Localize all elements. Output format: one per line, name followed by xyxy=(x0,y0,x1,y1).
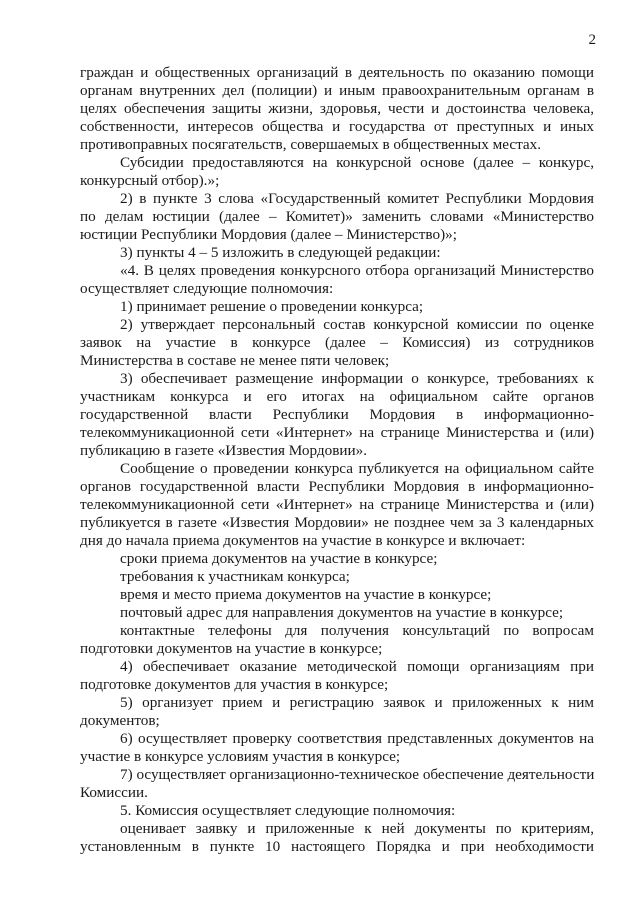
text-line: документов; xyxy=(80,712,160,729)
text-line: требования к участникам конкурса; xyxy=(120,568,350,585)
text-line: дня до начала приема документов на участие в конкурсе и включает: xyxy=(80,532,526,549)
paragraph xyxy=(80,262,594,298)
text-line: 6) осуществляет проверку соответствия представленных документов на xyxy=(120,730,594,747)
text-line: заявок на участие в конкурсе (далее – Комиссия) из сотрудников xyxy=(80,334,594,351)
text-line: 2) утверждает персональный состав конкурсной комиссии по оценке xyxy=(120,316,594,333)
text-line: телекоммуникационной сети «Интернет» на странице Министерства и (или) xyxy=(80,496,594,513)
text-line: юстиции Республики Мордовия (далее – Министерство)»; xyxy=(80,226,457,243)
paragraph xyxy=(80,586,594,604)
text-line: телекоммуникационной сети «Интернет» на странице Министерства и (или) xyxy=(80,424,594,441)
text-line: сроки приема документов на участие в конкурсе; xyxy=(120,550,438,567)
paragraph xyxy=(80,460,594,550)
text-line: Сообщение о проведении конкурса публикуется на официальном сайте xyxy=(120,460,594,477)
paragraph xyxy=(80,658,594,694)
text-line: подготовки документов на участие в конкурсе; xyxy=(80,640,383,657)
paragraph xyxy=(80,730,594,766)
text-line: 1) принимает решение о проведении конкурса; xyxy=(120,298,424,315)
text-line: противоправных посягательств, совершаемых в общественных местах. xyxy=(80,136,542,153)
text-line: 7) осуществляет организационно-техническое обеспечение деятельности xyxy=(120,766,594,783)
paragraph xyxy=(80,190,594,244)
paragraph xyxy=(80,604,594,622)
text-line: контактные телефоны для получения консультаций по вопросам xyxy=(120,622,594,639)
paragraph xyxy=(80,802,594,820)
text-line: 3) пункты 4 – 5 изложить в следующей редакции: xyxy=(120,244,441,261)
text-line: 5) организует прием и регистрацию заявок и приложенных к ним xyxy=(120,694,594,711)
paragraph xyxy=(80,244,594,262)
text-line: 4) обеспечивает оказание методической помощи организациям при xyxy=(120,658,594,675)
text-line: собственности, интересов общества и государства от преступных и иных xyxy=(80,118,594,135)
text-line: время и место приема документов на участие в конкурсе; xyxy=(120,586,492,603)
text-line: государственной власти Республики Мордовия в информационно- xyxy=(80,406,594,423)
paragraph xyxy=(80,154,594,190)
text-line: Субсидии предоставляются на конкурсной основе (далее – конкурс, xyxy=(120,154,594,171)
text-line: подготовке документов для участия в конкурсе; xyxy=(80,676,389,693)
paragraph xyxy=(80,820,594,856)
paragraph xyxy=(80,550,594,568)
paragraph xyxy=(80,622,594,658)
page-number: 2 xyxy=(588,32,596,48)
text-line: оценивает заявку и приложенные к ней документы по критериям, xyxy=(120,820,594,837)
text-line: конкурсный отбор).»; xyxy=(80,172,220,189)
text-line: почтовый адрес для направления документов на участие в конкурсе; xyxy=(120,604,564,621)
paragraph xyxy=(80,64,594,154)
paragraph xyxy=(80,316,594,370)
text-line: 2) в пункте 3 слова «Государственный комитет Республики Мордовия xyxy=(120,190,594,207)
paragraph xyxy=(80,766,594,802)
text-line: публикацию в газете «Известия Мордовии». xyxy=(80,442,368,459)
text-line: граждан и общественных организаций в деятельность по оказанию помощи xyxy=(80,64,594,81)
text-line: осуществляет следующие полномочия: xyxy=(80,280,334,297)
text-line: по делам юстиции (далее – Комитет)» заменить словами «Министерство xyxy=(80,208,594,225)
text-line: 5. Комиссия осуществляет следующие полномочия: xyxy=(120,802,456,819)
paragraph xyxy=(80,568,594,586)
text-line: Министерства в составе не менее пяти человек; xyxy=(80,352,390,369)
text-line: Комиссии. xyxy=(80,784,148,801)
paragraph xyxy=(80,694,594,730)
text-line: участникам конкурса и его итогах на официальном сайте органов xyxy=(80,388,594,405)
text-line: органам внутренних дел (полиции) и иным правоохранительным органам в xyxy=(80,82,594,99)
document-body xyxy=(80,64,594,856)
text-line: установленным в пункте 10 настоящего Порядка и при необходимости xyxy=(80,838,594,855)
text-line: публикуется в газете «Известия Мордовии» не позднее чем за 3 календарных xyxy=(80,514,594,531)
text-line: участие в конкурсе условиям участия в конкурсе; xyxy=(80,748,401,765)
text-line: 3) обеспечивает размещение информации о конкурсе, требованиях к xyxy=(120,370,594,387)
paragraph xyxy=(80,298,594,316)
text-line: органов государственной власти Республики Мордовия в информационно- xyxy=(80,478,594,495)
paragraph xyxy=(80,370,594,460)
text-line: «4. В целях проведения конкурсного отбора организаций Министерство xyxy=(120,262,594,279)
text-line: целях обеспечения защиты жизни, здоровья, чести и достоинства человека, xyxy=(80,100,594,117)
